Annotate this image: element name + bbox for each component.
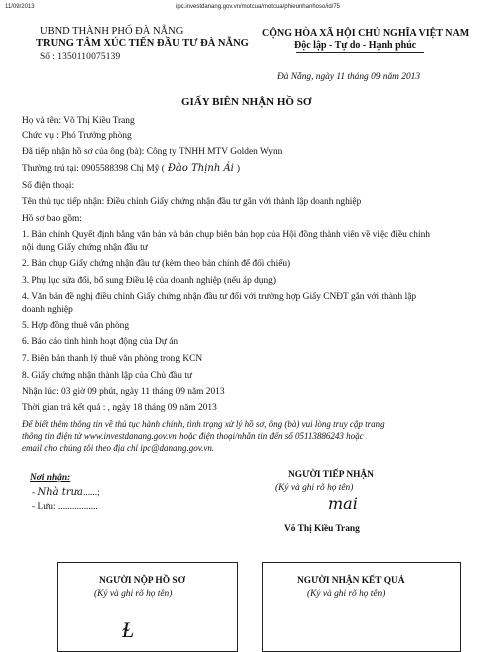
list-item-3: 3. Phụ lục sửa đổi, bổ sung Điều lệ của doanh nghiệp (nếu áp dụng)	[22, 276, 276, 286]
received-time: Nhận lúc: 03 giờ 09 phút, ngày 11 tháng 09 năm 2013	[22, 387, 225, 397]
field-phone: Số điện thoại:	[22, 181, 75, 191]
note-line-1: Để biết thêm thông tin về thủ tục hành chính, tình trạng xử lý hồ sơ, ông (bà) vui lòng truy cập trang	[22, 419, 385, 429]
list-item-5: 5. Hợp đồng thuê văn phòng	[22, 321, 130, 331]
doc-number	[40, 52, 120, 62]
doc-title: GIẤY BIÊN NHẬN HỒ SƠ	[181, 96, 312, 108]
recipients-title: Nơi nhận:	[30, 473, 71, 483]
return-time: Thời gian trả kết quả : , ngày 18 tháng 09 năm 2013	[22, 403, 217, 413]
list-item-2: 2. Bản chụp Giấy chứng nhận đầu tư (kèm theo bản chính để đối chiếu)	[22, 259, 291, 269]
org-line1: UBND THÀNH PHỐ ĐÀ NẴNG	[40, 26, 184, 37]
list-item-6: 6. Báo cáo tình hình hoạt động của Dự án	[22, 337, 179, 347]
result-box	[262, 562, 461, 652]
recipient-1-prefix: -	[32, 488, 38, 498]
nation-title: CỘNG HÒA XÃ HỘI CHỦ NGHĨA VIỆT NAM	[262, 28, 470, 39]
field-address	[22, 163, 240, 174]
submitter-subtitle: (Ký và ghi rõ họ tên)	[94, 589, 173, 599]
place-date: Đà Nẵng, ngày 11 tháng 09 năm 2013	[277, 72, 421, 82]
recipient-1	[32, 487, 100, 498]
field-includes: Hồ sơ bao gồm:	[22, 214, 82, 224]
list-item-1-line1: 1. Bản chính Quyết định bằng văn bản và bản chụp biên bản họp của Hội đồng thành viên về việc điều chỉnh	[22, 230, 430, 240]
note-line-2: thông tin điện tử www.investdanang.gov.vn hoặc điện thoại/nhắn tin đến số 05113886243 hoặc	[22, 431, 364, 441]
receiver-title: NGƯỜI TIẾP NHẬN	[288, 470, 374, 480]
list-item-1-line2: nội dung Giấy chứng nhận đầu tư	[22, 243, 148, 253]
list-item-8: 8. Giấy chứng nhận thành lập của Chủ đầu tư	[22, 371, 193, 381]
submitter-signature: Ɫ	[122, 618, 135, 643]
submitter-title: NGƯỜI NỘP HỒ SƠ	[99, 576, 185, 586]
nation-motto: Độc lập - Tự do - Hạnh phúc	[294, 40, 417, 51]
motto-underline	[296, 52, 424, 53]
field-name: Họ và tên: Võ Thị Kiều Trang	[22, 116, 135, 126]
receiver-subtitle: (Ký và ghi rõ họ tên)	[275, 483, 354, 493]
receiver-signature: mai	[328, 494, 358, 513]
submitter-box	[57, 562, 238, 652]
address-close: )	[236, 164, 241, 174]
field-received-from: Đã tiếp nhận hồ sơ của ông (bà): Công ty TNHH MTV Golden Wynn	[22, 147, 283, 157]
result-subtitle: (Ký và ghi rõ họ tên)	[307, 589, 386, 599]
list-item-7: 7. Biên bản thanh lý thuê văn phòng trong KCN	[22, 354, 203, 364]
print-date: 11/09/2013	[5, 4, 35, 10]
result-title: NGƯỜI NHẬN KẾT QUẢ	[297, 576, 405, 586]
org-line2: TRUNG TÂM XÚC TIẾN ĐẦU TƯ ĐÀ NẴNG	[36, 38, 249, 49]
field-position: Chức vụ : Phó Trưởng phòng	[22, 131, 132, 141]
list-item-4-line1: 4. Văn bản đề nghị điều chỉnh Giấy chứng nhận đầu tư đối với trường hợp Giấy CNĐT gắn với thành lập	[22, 292, 417, 302]
note-line-3: email cho chúng tôi theo địa chỉ ipc@danang.gov.vn.	[22, 443, 215, 453]
print-url: ipc.investdanang.gov.vn/motcua/motcua/phieunhanhoso/id/75	[176, 4, 341, 10]
recipient-2: - Lưu: .................	[32, 502, 98, 512]
doc-number-label: Số :	[40, 52, 55, 62]
doc-number-value: 1350110075139	[57, 52, 121, 62]
field-procedure: Tên thủ tục tiếp nhận: Điều chỉnh Giấy chứng nhận đầu tư gắn với thành lập doanh nghiệp	[22, 197, 362, 207]
receiver-name: Võ Thị Kiều Trang	[284, 524, 360, 534]
recipient-1-handwriting: Nhà trưa	[37, 487, 84, 498]
address-label: Thường trú tại: 0905588398 Chị Mỹ (	[22, 164, 165, 174]
address-handwriting: Đào Thịnh Ái	[167, 163, 234, 174]
recipient-1-suffix: ......;	[83, 488, 100, 498]
list-item-4-line2: doanh nghiệp	[22, 305, 73, 315]
